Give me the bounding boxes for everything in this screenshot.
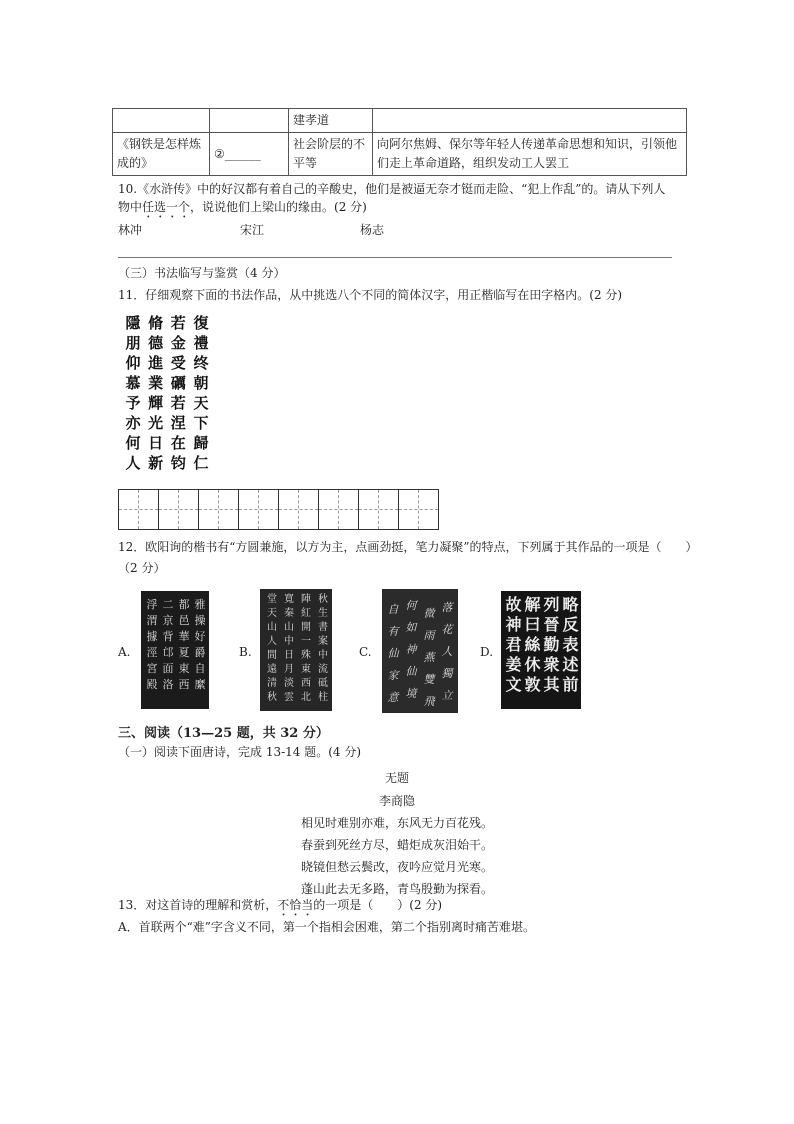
rubbing-char: 微 — [423, 607, 435, 620]
rubbing-char: 書 — [318, 622, 328, 633]
table-row — [113, 133, 687, 176]
calligraphy-char: 輝 — [148, 394, 164, 412]
rubbing-char: 流 — [318, 664, 328, 675]
rubbing-char: 山 — [284, 622, 294, 633]
rubbing-char: 間 — [267, 650, 277, 661]
rubbing-char: 案 — [318, 636, 328, 647]
calligraphy-char: 钧 — [170, 454, 186, 472]
rubbing-char: 夏 — [178, 646, 190, 659]
rubbing-char: 家 — [387, 669, 399, 682]
poem-line: 相见时难别亦难，东风无力百花残。 — [300, 816, 493, 830]
rubbing-char: 敦 — [524, 675, 541, 694]
rubbing-char: 意 — [387, 691, 399, 704]
rubbing-char: 中 — [284, 636, 294, 647]
rubbing-char: 表 — [562, 635, 579, 654]
rubbing-char: 姜 — [505, 655, 522, 674]
calligraphy-char: 天 — [193, 394, 209, 412]
poem-line: 蓬山此去无多路，青鸟殷勤为探看。 — [300, 882, 493, 896]
rubbing-image-b — [260, 589, 332, 711]
rubbing-char: 解 — [524, 595, 541, 614]
rubbing-column — [265, 593, 279, 705]
rubbing-column — [299, 593, 313, 705]
rubbing-char: 仙 — [387, 647, 399, 660]
q10-text-line2 — [118, 199, 367, 221]
rubbing-char: 涇 — [146, 646, 158, 659]
rubbing-char: 面 — [162, 662, 174, 675]
calligraphy-char: 日 — [148, 434, 164, 452]
rubbing-char: 邑 — [178, 614, 190, 627]
rubbing-char: 中 — [318, 650, 328, 661]
calligraphy-char: 光 — [148, 414, 164, 432]
table-cell — [113, 109, 210, 133]
rubbing-char: 自 — [194, 662, 206, 675]
rubbing-char: 雙 — [423, 673, 435, 686]
rubbing-char: 縻 — [194, 678, 206, 691]
calligraphy-char: 受 — [170, 354, 186, 372]
calligraphy-char: 新 — [148, 454, 164, 472]
rubbing-char: 月 — [284, 664, 294, 675]
q10-text-line1: 10.《水浒传》中的好汉都有着自己的辛酸史，他们是被逼无奈才铤而走险、“犯上作乱”的。请从下列人 — [118, 182, 666, 196]
calligraphy-char: 仰 — [125, 354, 141, 372]
calligraphy-char: 若 — [170, 394, 186, 412]
rubbing-char: 背 — [162, 630, 174, 643]
calligraphy-char: 朝 — [193, 374, 209, 392]
rubbing-char: 文 — [505, 675, 522, 694]
q13-suffix: 的一项是（ ）(2 分) — [313, 898, 443, 912]
rubbing-char: 柱 — [318, 692, 328, 703]
rubbing-column — [193, 597, 207, 693]
rubbing-column — [316, 593, 330, 705]
rubbing-char: 略 — [562, 595, 579, 614]
rubbing-char: 獨 — [441, 667, 453, 680]
rubbing-char: 西 — [178, 678, 190, 691]
calligraphy-column — [190, 313, 212, 475]
rubbing-char: 據 — [146, 630, 158, 643]
rubbing-char: 君 — [505, 635, 522, 654]
calligraphy-char: 予 — [125, 394, 141, 412]
writing-cell[interactable] — [119, 490, 159, 529]
name-option: 林冲 — [118, 223, 143, 237]
table-cell: 建孝道 — [289, 109, 373, 133]
rubbing-char: 宮 — [146, 662, 158, 675]
poem-line: 晓镜但愁云鬓改，夜吟应觉月光寒。 — [300, 860, 493, 874]
name-option: 杨志 — [360, 223, 385, 237]
calligraphy-char: 禮 — [193, 334, 209, 352]
rubbing-column — [504, 595, 523, 695]
rubbing-char: 西 — [301, 678, 311, 689]
calligraphy-char: 復 — [193, 314, 209, 332]
option-label[interactable]: A. — [118, 645, 131, 659]
q11-text: 11．仔细观察下面的书法作品，从中挑选八个不同的简体汉字，用正楷临写在田字格内。(2 分) — [118, 288, 623, 302]
calligraphy-char: 礪 — [170, 374, 186, 392]
poem-line: 春蚕到死丝方尽，蜡炬成灰泪始干。 — [300, 838, 493, 852]
rubbing-char: 紅 — [301, 608, 311, 619]
rubbing-char: 故 — [505, 595, 522, 614]
rubbing-column — [422, 603, 436, 713]
poem-author: 李商隐 — [378, 794, 415, 808]
rubbing-char: 日 — [284, 650, 294, 661]
rubbing-char: 邙 — [162, 646, 174, 659]
q12-text-line1: 12．欧阳询的楷书有“方圆兼施，以方为主，点画劲挺，笔力凝聚”的特点，下列属于其作品的一项是（ ） — [118, 540, 698, 554]
writing-cell[interactable] — [319, 490, 359, 529]
table-row — [113, 109, 687, 133]
calligraphy-char: 在 — [170, 434, 186, 452]
writing-cell[interactable] — [359, 490, 399, 529]
writing-cell[interactable] — [279, 490, 319, 529]
rubbing-char: 東 — [301, 664, 311, 675]
rubbing-char: 淡 — [284, 678, 294, 689]
calligraphy-char: 進 — [148, 354, 164, 372]
rubbing-char: 有 — [387, 625, 399, 638]
calligraphy-char: 人 — [125, 454, 141, 472]
rubbing-char: 落 — [441, 601, 453, 614]
rubbing-char: 休 — [524, 655, 541, 674]
rubbing-char: 仙 — [405, 665, 417, 678]
rubbing-char: 前 — [562, 675, 579, 694]
table-cell: 社会阶层的不平等 — [289, 133, 373, 176]
calligraphy-char: 歸 — [193, 434, 209, 452]
rubbing-char: 飛 — [423, 695, 435, 708]
answer-blank-cell[interactable]: ②______ — [210, 133, 289, 176]
calligraphy-char: 何 — [125, 434, 141, 452]
calligraphy-char: 若 — [170, 314, 186, 332]
tianzige-grid — [118, 489, 439, 530]
rubbing-char: 好 — [194, 630, 206, 643]
rubbing-column — [542, 595, 561, 695]
part-heading: 三、阅读（13—25 题，共 32 分） — [118, 726, 329, 741]
rubbing-char: 北 — [301, 692, 311, 703]
section-subheading: （一）阅读下面唐诗，完成 13-14 题。(4 分) — [118, 745, 362, 759]
rubbing-char: 秋 — [267, 692, 277, 703]
rubbing-char: 浮 — [146, 598, 158, 611]
works-table — [112, 108, 687, 176]
rubbing-column — [177, 597, 191, 693]
calligraphy-char: 亦 — [125, 414, 141, 432]
section-heading: （三）书法临写与鉴赏（4 分） — [118, 266, 286, 280]
rubbing-char: 殊 — [301, 650, 311, 661]
rubbing-image-d — [501, 591, 581, 709]
calligraphy-column — [145, 313, 167, 475]
rubbing-char: 雅 — [194, 598, 206, 611]
rubbing-char: 境 — [405, 687, 417, 700]
rubbing-char: 寬 — [284, 594, 294, 605]
rubbing-char: 殿 — [146, 678, 158, 691]
q13-prefix: 13．对这首诗的理解和赏析， — [118, 898, 278, 912]
writing-cell[interactable] — [199, 490, 239, 529]
writing-cell[interactable] — [239, 490, 279, 529]
rubbing-char: 開 — [301, 622, 311, 633]
calligraphy-char: 脩 — [148, 314, 164, 332]
q10-prefix: 物中 — [118, 200, 143, 214]
calligraphy-char: 下 — [193, 414, 209, 432]
rubbing-char: 絲 — [524, 635, 541, 654]
rubbing-char: 秋 — [318, 594, 328, 605]
rubbing-char: 自 — [387, 603, 399, 616]
q13-text — [118, 897, 442, 919]
calligraphy-column — [122, 313, 144, 475]
rubbing-char: 山 — [267, 622, 277, 633]
q13-option-a[interactable]: A．首联两个“难”字含义不同，第一个指相会困难，第二个指别离时痛苦难堪。 — [118, 920, 535, 934]
table-cell: 向阿尔焦姆、保尔等年轻人传递革命思想和知识，引领他们走上革命道路，组织发动工人罢工 — [373, 133, 687, 176]
rubbing-char: 二 — [162, 598, 174, 611]
rubbing-char: 晉 — [543, 615, 560, 634]
rubbing-char: 勤 — [543, 635, 560, 654]
rubbing-char: 何 — [405, 599, 417, 612]
rubbing-char: 列 — [543, 595, 560, 614]
rubbing-char: 爵 — [194, 646, 206, 659]
rubbing-column — [404, 595, 418, 705]
rubbing-char: 陣 — [301, 594, 311, 605]
rubbing-column — [440, 597, 454, 707]
rubbing-char: 天 — [267, 608, 277, 619]
rubbing-char: 人 — [441, 645, 453, 658]
rubbing-char: 如 — [405, 621, 417, 634]
rubbing-char: 花 — [441, 623, 453, 636]
rubbing-column — [282, 593, 296, 705]
rubbing-char: 神 — [505, 615, 522, 634]
rubbing-char: 洛 — [162, 678, 174, 691]
option-label[interactable]: C. — [359, 645, 372, 659]
rubbing-char: 一 — [301, 636, 311, 647]
calligraphy-char: 業 — [148, 374, 164, 392]
calligraphy-work — [122, 313, 212, 475]
rubbing-char: 生 — [318, 608, 328, 619]
rubbing-char: 神 — [405, 643, 417, 656]
option-label[interactable]: B. — [239, 645, 252, 659]
q13-emphasis: 不恰当 — [277, 898, 314, 912]
rubbing-char: 反 — [562, 615, 579, 634]
rubbing-char: 其 — [543, 675, 560, 694]
rubbing-column — [386, 599, 400, 709]
option-label[interactable]: D. — [480, 645, 494, 659]
poem-title: 无题 — [384, 771, 409, 785]
rubbing-char: 東 — [178, 662, 190, 675]
rubbing-char: 述 — [562, 655, 579, 674]
rubbing-image-c — [382, 589, 458, 713]
rubbing-column — [561, 595, 580, 695]
rubbing-char: 華 — [178, 630, 190, 643]
rubbing-char: 秦 — [284, 608, 294, 619]
calligraphy-char: 终 — [193, 354, 209, 372]
rubbing-char: 遠 — [267, 664, 277, 675]
writing-cell[interactable] — [399, 490, 438, 529]
rubbing-char: 堂 — [267, 594, 277, 605]
q12-text-line2: （2 分） — [118, 561, 166, 575]
writing-cell[interactable] — [159, 490, 199, 529]
rubbing-char: 砥 — [318, 678, 328, 689]
table-cell — [210, 109, 289, 133]
calligraphy-char: 隱 — [125, 314, 141, 332]
rubbing-char: 清 — [267, 678, 277, 689]
calligraphy-char: 涅 — [170, 414, 186, 432]
rubbing-char: 操 — [194, 614, 206, 627]
rubbing-char: 立 — [441, 689, 453, 702]
calligraphy-char: 朋 — [125, 334, 141, 352]
calligraphy-column — [167, 313, 189, 475]
q10-suffix: ，说说他们上梁山的缘由。(2 分) — [190, 200, 367, 214]
rubbing-char: 渭 — [146, 614, 158, 627]
q10-emphasis: 任选一个 — [142, 200, 191, 214]
calligraphy-char: 金 — [170, 334, 186, 352]
divider-line — [118, 257, 672, 258]
rubbing-column — [161, 597, 175, 693]
rubbing-char: 衆 — [543, 655, 560, 674]
rubbing-char: 燕 — [423, 651, 435, 664]
rubbing-image-a — [141, 591, 209, 709]
rubbing-char: 雲 — [284, 692, 294, 703]
rubbing-column — [145, 597, 159, 693]
calligraphy-char: 慕 — [125, 374, 141, 392]
rubbing-char: 曰 — [524, 615, 541, 634]
rubbing-char: 人 — [267, 636, 277, 647]
rubbing-column — [523, 595, 542, 695]
rubbing-char: 都 — [178, 598, 190, 611]
rubbing-char: 雨 — [423, 629, 435, 642]
rubbing-char: 京 — [162, 614, 174, 627]
table-cell — [373, 109, 687, 133]
book-title-cell: 《钢铁是怎样炼成的》 — [113, 133, 210, 176]
calligraphy-char: 德 — [148, 334, 164, 352]
calligraphy-char: 仁 — [193, 454, 209, 472]
name-option: 宋江 — [240, 223, 265, 237]
